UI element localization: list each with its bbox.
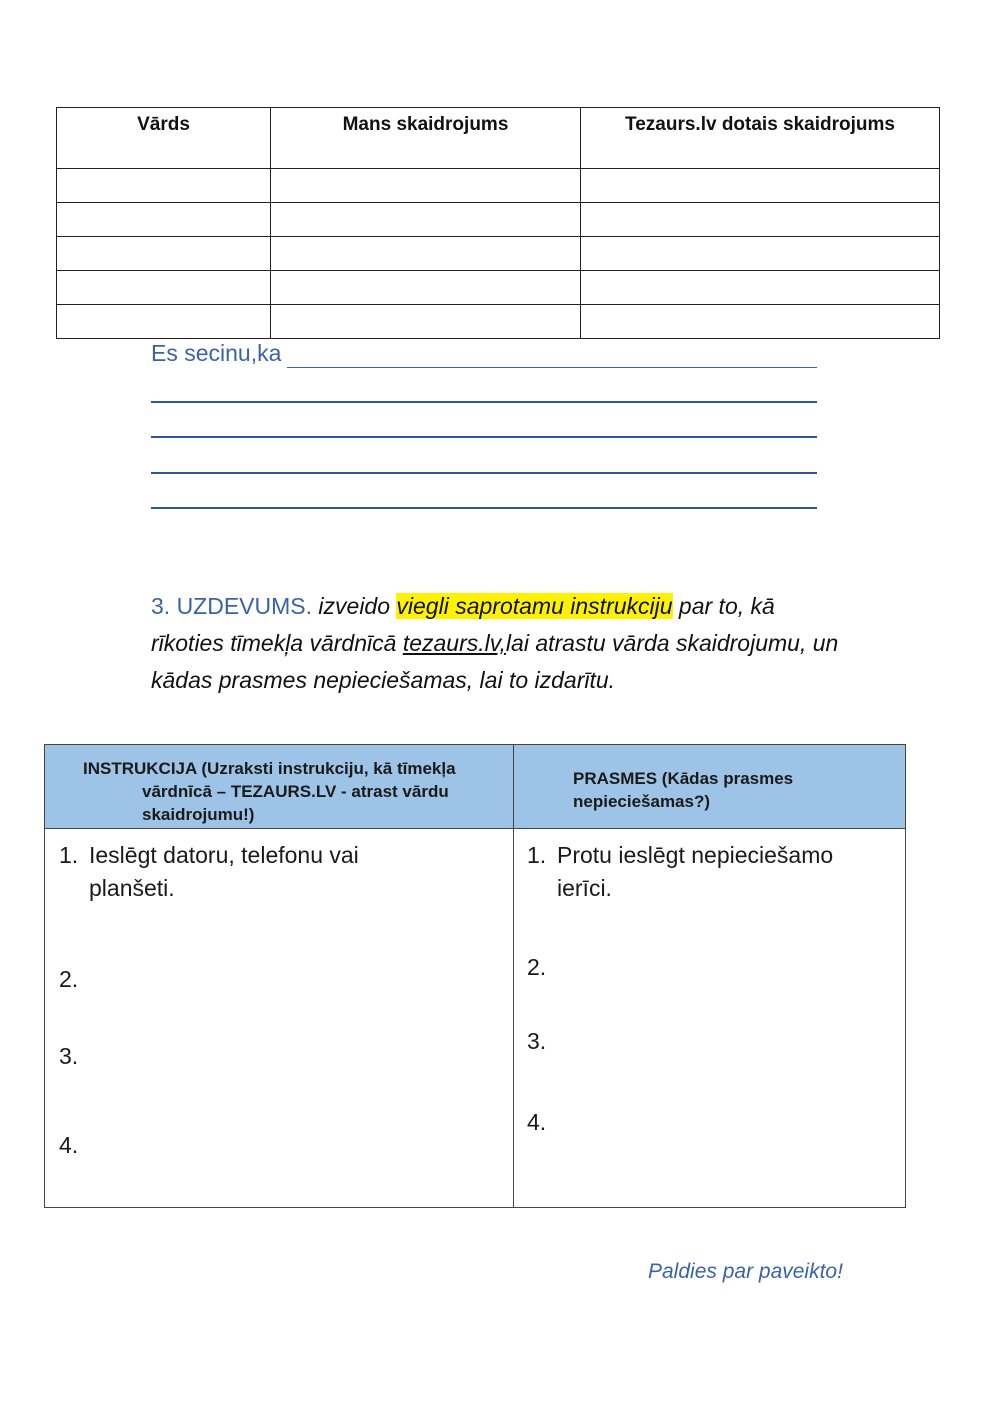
conclusion-block (151, 338, 817, 368)
table-cell[interactable] (581, 237, 940, 271)
instruction-item[interactable] (59, 963, 89, 996)
instruction-item[interactable] (59, 839, 359, 901)
header-my-explanation: Mans skaidrojums (271, 108, 581, 169)
header-word: Vārds (57, 108, 271, 169)
item-number: 3. (527, 1028, 547, 1054)
writing-line[interactable] (151, 507, 817, 509)
table-cell[interactable] (581, 305, 940, 339)
task3-text-3: lai atrastu vārda skaidrojumu, un kādas prasmes nepieciešamas, lai to izdarītu. (151, 630, 839, 693)
table-cell[interactable] (57, 169, 271, 203)
item-number: 2. (59, 966, 79, 992)
skill-item[interactable] (527, 951, 557, 984)
skills-header (573, 767, 873, 813)
table-cell[interactable] (271, 169, 581, 203)
instruction-item[interactable] (59, 1129, 89, 1162)
item-number: 4. (59, 1132, 79, 1158)
skills-header-line: nepieciešamas?) (573, 792, 711, 811)
column-divider (513, 745, 514, 1207)
instruction-header-line: vārdnīcā – TEZAURS.LV - atrast vārdu (142, 782, 449, 801)
table-cell[interactable] (271, 271, 581, 305)
table-row (57, 237, 940, 271)
table-cell[interactable] (271, 237, 581, 271)
word-explanation-table (56, 107, 940, 339)
conclusion-label: Es secinu,ka (151, 340, 282, 366)
table-cell[interactable] (57, 237, 271, 271)
item-number: 3. (59, 1043, 79, 1069)
table-cell[interactable] (581, 271, 940, 305)
item-number: 4. (527, 1109, 547, 1135)
table-header-row (57, 108, 940, 169)
table-row (57, 169, 940, 203)
table-row (57, 271, 940, 305)
instruction-header-line: skaidrojumu!) (142, 805, 255, 824)
table-cell[interactable] (271, 305, 581, 339)
writing-line[interactable] (151, 401, 817, 403)
item-text: Protu ieslēgt nepieciešamo ierīci. (557, 842, 834, 901)
table-row (57, 305, 940, 339)
instruction-skills-table (44, 744, 906, 1208)
tezaurs-link[interactable]: tezaurs.lv, (402, 630, 506, 656)
writing-line[interactable] (151, 436, 817, 438)
skill-item[interactable] (527, 839, 834, 901)
skill-item[interactable] (527, 1025, 557, 1058)
writing-line[interactable] (151, 472, 817, 474)
writing-line[interactable] (287, 366, 817, 368)
table-cell[interactable] (57, 203, 271, 237)
item-number: 1. (59, 842, 79, 868)
instruction-header-line: INSTRUKCIJA (Uzraksti instrukciju, kā tīmekļa (83, 759, 456, 778)
table-cell[interactable] (57, 305, 271, 339)
task3-text-1: izveido (312, 593, 397, 619)
thanks-message: Paldies par paveikto! (648, 1260, 843, 1283)
table-cell[interactable] (57, 271, 271, 305)
task3-paragraph (151, 588, 851, 699)
instruction-item[interactable] (59, 1040, 89, 1073)
task3-text-2: par to, kā rīkoties tīmekļa vārdnīcā (151, 593, 775, 656)
conclusion-first-line (151, 338, 817, 368)
item-number: 1. (527, 842, 547, 868)
instruction-header (83, 757, 493, 826)
task3-highlight: viegli saprotamu instrukciju (396, 593, 673, 619)
table-cell[interactable] (581, 203, 940, 237)
table-row (57, 203, 940, 237)
item-number: 2. (527, 954, 547, 980)
task3-number: 3. UZDEVUMS. (151, 593, 313, 619)
skills-header-line: PRASMES (Kādas prasmes (573, 769, 794, 788)
table-cell[interactable] (271, 203, 581, 237)
item-text: Ieslēgt datoru, telefonu vai planšeti. (89, 842, 359, 901)
header-tezaurs-explanation: Tezaurs.lv dotais skaidrojums (581, 108, 940, 169)
skill-item[interactable] (527, 1106, 557, 1139)
table-cell[interactable] (581, 169, 940, 203)
